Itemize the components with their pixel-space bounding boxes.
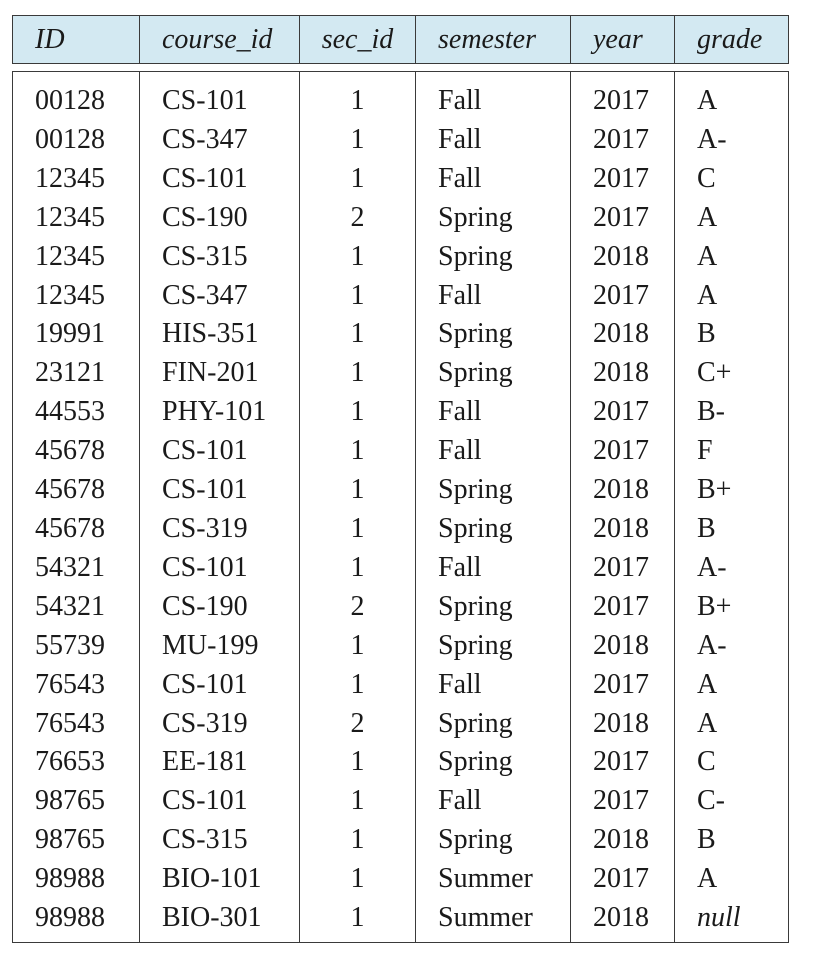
cell-id: 00128 [13,72,140,121]
table-row [13,238,789,277]
cell-year: 2017 [571,160,675,199]
cell-id: 12345 [13,277,140,316]
cell-sec-id: 1 [300,627,416,666]
cell-sec-id: 1 [300,666,416,705]
cell-sec-id: 1 [300,821,416,860]
table-row [13,588,789,627]
cell-grade: B [675,821,789,860]
cell-sec-id: 1 [300,277,416,316]
cell-sec-id: 1 [300,315,416,354]
cell-grade: null [675,899,789,942]
takes-table [12,15,789,943]
cell-course-id: FIN-201 [140,354,300,393]
table-row [13,471,789,510]
cell-year: 2017 [571,743,675,782]
cell-grade: B+ [675,588,789,627]
cell-sec-id: 1 [300,354,416,393]
cell-id: 76543 [13,666,140,705]
column-header-year: year [571,16,675,64]
cell-semester: Fall [416,277,571,316]
cell-course-id: CS-101 [140,549,300,588]
cell-semester: Spring [416,354,571,393]
cell-year: 2018 [571,315,675,354]
cell-id: 76543 [13,705,140,744]
cell-grade: A- [675,121,789,160]
column-header-grade: grade [675,16,789,64]
table-row [13,432,789,471]
cell-grade: A- [675,627,789,666]
cell-id: 44553 [13,393,140,432]
table-row [13,860,789,899]
cell-course-id: BIO-101 [140,860,300,899]
cell-id: 55739 [13,627,140,666]
cell-course-id: CS-101 [140,432,300,471]
cell-semester: Spring [416,510,571,549]
cell-semester: Fall [416,121,571,160]
takes-table-container [12,15,788,943]
cell-semester: Fall [416,160,571,199]
cell-semester: Fall [416,782,571,821]
table-row [13,899,789,942]
column-header-sec-id: sec_id [300,16,416,64]
cell-course-id: CS-319 [140,510,300,549]
cell-id: 12345 [13,160,140,199]
cell-semester: Spring [416,315,571,354]
cell-course-id: HIS-351 [140,315,300,354]
cell-grade: C- [675,782,789,821]
cell-sec-id: 1 [300,860,416,899]
cell-grade: A [675,277,789,316]
cell-year: 2018 [571,471,675,510]
cell-year: 2017 [571,393,675,432]
cell-grade: A [675,199,789,238]
cell-grade: B [675,510,789,549]
cell-sec-id: 1 [300,238,416,277]
cell-grade: B- [675,393,789,432]
cell-year: 2017 [571,121,675,160]
cell-id: 00128 [13,121,140,160]
cell-id: 45678 [13,471,140,510]
header-row [13,16,789,64]
cell-semester: Fall [416,666,571,705]
cell-id: 98765 [13,821,140,860]
cell-sec-id: 2 [300,199,416,238]
cell-sec-id: 1 [300,160,416,199]
cell-grade: A [675,238,789,277]
column-header-id: ID [13,16,140,64]
cell-grade: B+ [675,471,789,510]
cell-course-id: CS-101 [140,72,300,121]
table-row [13,277,789,316]
cell-year: 2017 [571,432,675,471]
cell-semester: Summer [416,860,571,899]
cell-year: 2017 [571,666,675,705]
table-row [13,782,789,821]
cell-semester: Spring [416,705,571,744]
cell-id: 76653 [13,743,140,782]
table-row [13,72,789,121]
table-body [13,72,789,943]
cell-id: 98988 [13,899,140,942]
cell-course-id: CS-347 [140,277,300,316]
cell-course-id: CS-101 [140,160,300,199]
cell-course-id: CS-315 [140,238,300,277]
cell-course-id: BIO-301 [140,899,300,942]
cell-sec-id: 2 [300,705,416,744]
cell-id: 98765 [13,782,140,821]
cell-grade: B [675,315,789,354]
column-header-course-id: course_id [140,16,300,64]
cell-id: 19991 [13,315,140,354]
cell-year: 2018 [571,354,675,393]
table-row [13,121,789,160]
cell-year: 2017 [571,72,675,121]
cell-course-id: CS-101 [140,471,300,510]
cell-year: 2017 [571,549,675,588]
cell-sec-id: 1 [300,782,416,821]
table-row [13,510,789,549]
cell-year: 2017 [571,588,675,627]
cell-semester: Spring [416,821,571,860]
cell-course-id: CS-347 [140,121,300,160]
cell-semester: Spring [416,238,571,277]
cell-semester: Spring [416,588,571,627]
cell-sec-id: 1 [300,471,416,510]
cell-grade: A [675,72,789,121]
cell-year: 2017 [571,199,675,238]
cell-course-id: PHY-101 [140,393,300,432]
cell-semester: Spring [416,199,571,238]
cell-grade: A [675,666,789,705]
cell-semester: Fall [416,393,571,432]
cell-course-id: CS-101 [140,782,300,821]
cell-course-id: CS-190 [140,199,300,238]
cell-semester: Fall [416,549,571,588]
cell-semester: Summer [416,899,571,942]
cell-sec-id: 2 [300,588,416,627]
cell-grade: A [675,860,789,899]
table-row [13,666,789,705]
cell-id: 98988 [13,860,140,899]
cell-id: 12345 [13,199,140,238]
cell-id: 12345 [13,238,140,277]
cell-sec-id: 1 [300,743,416,782]
table-row [13,199,789,238]
cell-semester: Fall [416,432,571,471]
table-row [13,549,789,588]
cell-semester: Spring [416,471,571,510]
table-row [13,315,789,354]
table-row [13,160,789,199]
table-row [13,705,789,744]
cell-sec-id: 1 [300,121,416,160]
table-row [13,627,789,666]
cell-id: 54321 [13,588,140,627]
cell-grade: A- [675,549,789,588]
cell-course-id: CS-101 [140,666,300,705]
cell-year: 2018 [571,899,675,942]
cell-sec-id: 1 [300,432,416,471]
cell-course-id: CS-190 [140,588,300,627]
cell-course-id: CS-319 [140,705,300,744]
table-row [13,743,789,782]
column-header-semester: semester [416,16,571,64]
cell-year: 2018 [571,238,675,277]
cell-year: 2018 [571,627,675,666]
cell-year: 2017 [571,860,675,899]
cell-id: 45678 [13,510,140,549]
cell-course-id: MU-199 [140,627,300,666]
table-header [13,16,789,64]
cell-year: 2017 [571,782,675,821]
cell-sec-id: 1 [300,899,416,942]
cell-course-id: CS-315 [140,821,300,860]
cell-year: 2018 [571,705,675,744]
cell-year: 2017 [571,277,675,316]
cell-sec-id: 1 [300,72,416,121]
cell-year: 2018 [571,510,675,549]
cell-year: 2018 [571,821,675,860]
cell-id: 54321 [13,549,140,588]
cell-grade: C [675,743,789,782]
cell-course-id: EE-181 [140,743,300,782]
cell-semester: Fall [416,72,571,121]
cell-sec-id: 1 [300,549,416,588]
cell-id: 45678 [13,432,140,471]
cell-grade: A [675,705,789,744]
cell-grade: C [675,160,789,199]
table-row [13,354,789,393]
cell-grade: C+ [675,354,789,393]
table-row [13,393,789,432]
table-row [13,821,789,860]
cell-sec-id: 1 [300,510,416,549]
cell-semester: Spring [416,627,571,666]
cell-id: 23121 [13,354,140,393]
cell-sec-id: 1 [300,393,416,432]
cell-grade: F [675,432,789,471]
header-gap [13,64,789,72]
cell-semester: Spring [416,743,571,782]
